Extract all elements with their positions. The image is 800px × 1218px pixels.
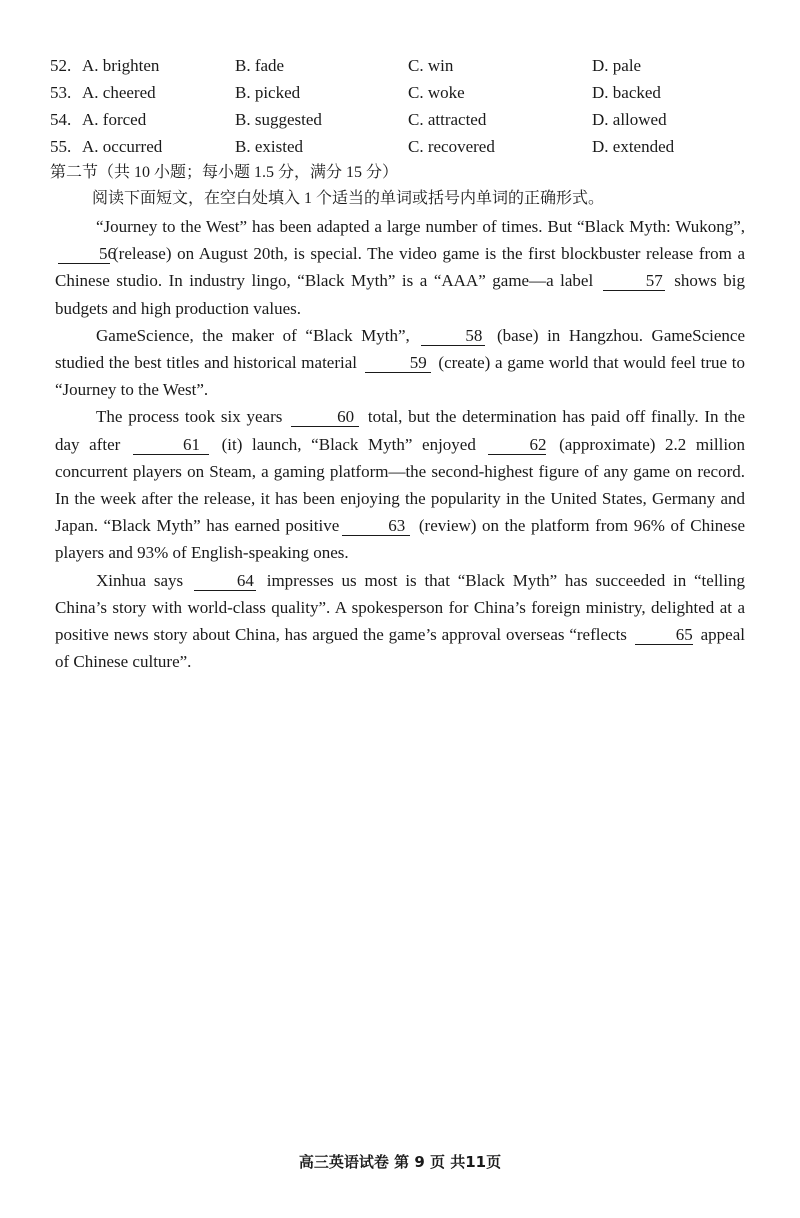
passage-text: (release) on August 20th, is special. The video game is the first blockbuster release from a Chinese studio. In industry lingo, “Black Myth” is a “AAA” game—a label (55, 244, 745, 291)
section-title: 第二节（共 10 小题；每小题 1.5 分，满分 15 分） (50, 164, 399, 181)
option-d: D. extended (592, 137, 675, 156)
passage-text: (base) in Hangzhou. GameScience studied the best titles and historical material (55, 325, 746, 373)
option-c: C. recovered (408, 137, 495, 156)
option-b: B. fade (235, 56, 285, 75)
option-row-54 (50, 106, 770, 133)
option-b: B. picked (235, 83, 301, 102)
paragraph-4 (55, 567, 745, 676)
passage-text: impresses us most is that “Black Myth” has succeeded in “telling China’s story with world-class quality”. A spokesperson for China’s foreign ministry, delighted at a positive news story about China, has argued the game’s approval overseas “reflects (55, 570, 745, 645)
blank-62: 62 (488, 435, 546, 455)
option-c: C. woke (408, 83, 465, 102)
passage-text: (create) a game world that would feel true to “Journey to the West”. (55, 353, 746, 400)
option-c: C. win (408, 56, 454, 75)
option-b: B. suggested (235, 110, 322, 129)
passage-text: Xinhua says (96, 570, 184, 590)
option-a: A. occurred (82, 137, 163, 156)
option-list (50, 52, 770, 160)
passage-text: (approximate) 2.2 million concurrent players on Steam, a gaming platform—the second-highest figure of any game on record. In the week after the release, it has been enjoying the popularity in the United States, Germany and Japan. “Black Myth” has earned positive (55, 434, 746, 536)
paragraph-2 (55, 322, 745, 404)
option-row-53 (50, 79, 770, 106)
option-c: C. attracted (408, 110, 487, 129)
blank-60: 60 (291, 407, 359, 427)
paragraph-3 (55, 403, 745, 566)
passage-text: GameScience, the maker of “Black Myth”, (96, 325, 410, 345)
option-row-52 (50, 52, 770, 79)
paragraph-1 (55, 213, 745, 322)
passage-text: total, but the determination has paid off finally. In the day after (55, 407, 746, 454)
blank-65: 65 (635, 625, 693, 645)
option-d: D. pale (592, 56, 642, 75)
blank-57: 57 (603, 271, 665, 291)
passage-text: (review) on the platform from 96% of Chinese players and 93% of English-speaking ones. (55, 516, 746, 563)
option-row-55 (50, 133, 770, 160)
page-footer: 高三英语试卷 第 9 页 共11页 (298, 1153, 502, 1171)
blank-58: 58 (421, 326, 485, 346)
option-d: D. allowed (592, 110, 667, 129)
blank-56: 56 (58, 244, 110, 264)
passage-text: The process took six years (96, 407, 283, 427)
reading-passage (55, 213, 745, 675)
option-b: B. existed (235, 137, 303, 156)
option-d: D. backed (592, 83, 661, 102)
passage-text: (it) launch, “Black Myth” enjoyed (221, 434, 476, 454)
option-a: A. brighten (82, 56, 160, 75)
blank-64: 64 (194, 571, 256, 591)
blank-61: 61 (133, 435, 209, 455)
section-instruction: 阅读下面短文，在空白处填入 1 个适当的单词或括号内单词的正确形式。 (92, 190, 605, 207)
question-number: 53. (50, 83, 72, 102)
question-number: 52. (50, 56, 72, 75)
blank-59: 59 (365, 353, 431, 373)
passage-text: “Journey to the West” has been adapted a large number of times. But “Black Myth: Wukong”, (96, 217, 745, 236)
option-a: A. forced (82, 110, 147, 129)
blank-63: 63 (342, 516, 410, 536)
passage-text: shows big budgets and high production values. (55, 271, 746, 318)
option-a: A. cheered (82, 83, 156, 102)
question-number: 55. (50, 137, 72, 156)
passage-text: appeal of Chinese culture”. (55, 625, 745, 672)
question-number: 54. (50, 110, 72, 129)
